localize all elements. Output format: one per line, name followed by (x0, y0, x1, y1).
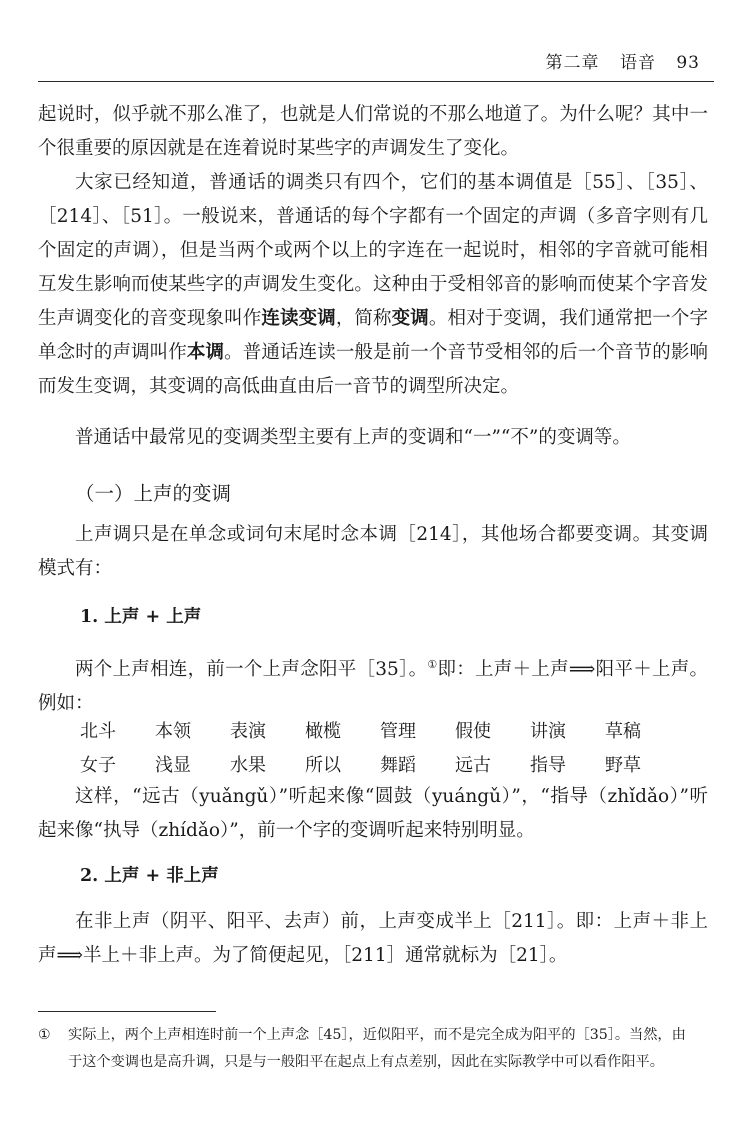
p2-text-1: 大家已经知道，普通话的调类只有四个，它们的基本调值是［55］、［35］、［214］、［51］。一般说来，普通话的每个字都有一个固定的声调（多音字则有几个固定的声调），但是当两个或两个以上的字连在一起说时，相邻的字音就可能相互发生影响而使某些字的声调发生变化。这种由于受相邻音的影响而使某个字音发生声调变化的音变现象叫作 (38, 172, 708, 329)
example-word: 野草 (605, 755, 641, 776)
paragraph-5 (38, 648, 708, 721)
example-word: 所以 (305, 755, 341, 776)
section-label: 语音 (619, 53, 656, 73)
example-word: 指导 (530, 755, 566, 776)
footnote-marker: ① (427, 658, 438, 671)
subsection-2-title: 2. 上声 + 非上声 (80, 866, 219, 886)
example-words (80, 715, 680, 783)
footnote-rule (38, 1011, 216, 1012)
example-word: 讲演 (530, 721, 566, 742)
paragraph-3: 普通话中最常见的变调类型主要有上声的变调和“一”“不”的变调等。 (75, 427, 631, 448)
example-word: 管理 (380, 721, 416, 742)
p5-text-1: 两个上声相连，前一个上声念阳平［35］。 (75, 659, 428, 681)
running-header (546, 48, 700, 73)
term-bendiao: 本调 (186, 342, 225, 363)
example-word: 假使 (455, 721, 491, 742)
footnote-line-1: 实际上，两个上声相连时前一个上声念［45］，近似阳平，而不是完全成为阳平的［35］。当然，由 (68, 1027, 686, 1043)
paragraph-2 (38, 166, 708, 404)
example-word: 远古 (455, 755, 491, 776)
footnote-number: ① (38, 1027, 51, 1043)
paragraph-4: 上声调只是在单念或词句末尾时念本调［214］，其他场合都要变调。其变调模式有： (38, 524, 708, 579)
chapter-label: 第二章 (545, 53, 600, 73)
header-rule (38, 81, 714, 82)
example-word: 水果 (230, 755, 266, 776)
example-word: 草稿 (605, 721, 641, 742)
term-biandiao: 变调 (391, 308, 429, 329)
subsection-1-title: 1. 上声 + 上声 (80, 607, 202, 627)
footnote (38, 1022, 710, 1076)
p2-text-4: 。普通话连读一般是前一个音节受相邻的后一个音节的影响而发生变调，其变调的高低曲直由后一音节的调型所决定。 (38, 342, 708, 397)
example-word: 本领 (155, 721, 191, 742)
example-word: 浅显 (155, 755, 191, 776)
p2-text-3: 。相对于变调，我们通常把一个字单念时的声调叫作 (38, 308, 708, 363)
example-word: 女子 (80, 755, 116, 776)
word-row (80, 715, 680, 749)
term-liandu-biandiao: 连读变调 (261, 308, 336, 329)
example-word: 北斗 (80, 721, 116, 742)
paragraph-7: 在非上声（阴平、阳平、去声）前，上声变成半上［211］。即：上声＋非上声⟹半上＋非上声。为了简便起见，［211］通常就标为［21］。 (38, 911, 708, 966)
example-word: 舞蹈 (380, 755, 416, 776)
section-title: （一）上声的变调 (75, 482, 232, 505)
word-row (80, 749, 680, 783)
example-word: 表演 (230, 721, 266, 742)
p5-text-2: 即：上声＋上声⟹阳平＋上声。例如： (38, 659, 708, 715)
example-word: 橄榄 (305, 721, 341, 742)
paragraph-6: 这样，“远古（yuǎngǔ）”听起来像“圆鼓（yuángǔ）”，“指导（zhǐdǎo）”听起来像“执导（zhídǎo）”，前一个字的变调听起来特别明显。 (38, 786, 708, 841)
p2-text-2: ，简称 (335, 308, 392, 329)
footnote-line-2: 于这个变调也是高升调，只是与一般阳平在起点上有点差别，因此在实际教学中可以看作阳平。 (68, 1054, 664, 1070)
page-number: 93 (676, 53, 700, 73)
paragraph-1: 起说时，似乎就不那么准了，也就是人们常说的不那么地道了。为什么呢？其中一个很重要的原因就是在连着说时某些字的声调发生了变化。 (38, 104, 708, 159)
